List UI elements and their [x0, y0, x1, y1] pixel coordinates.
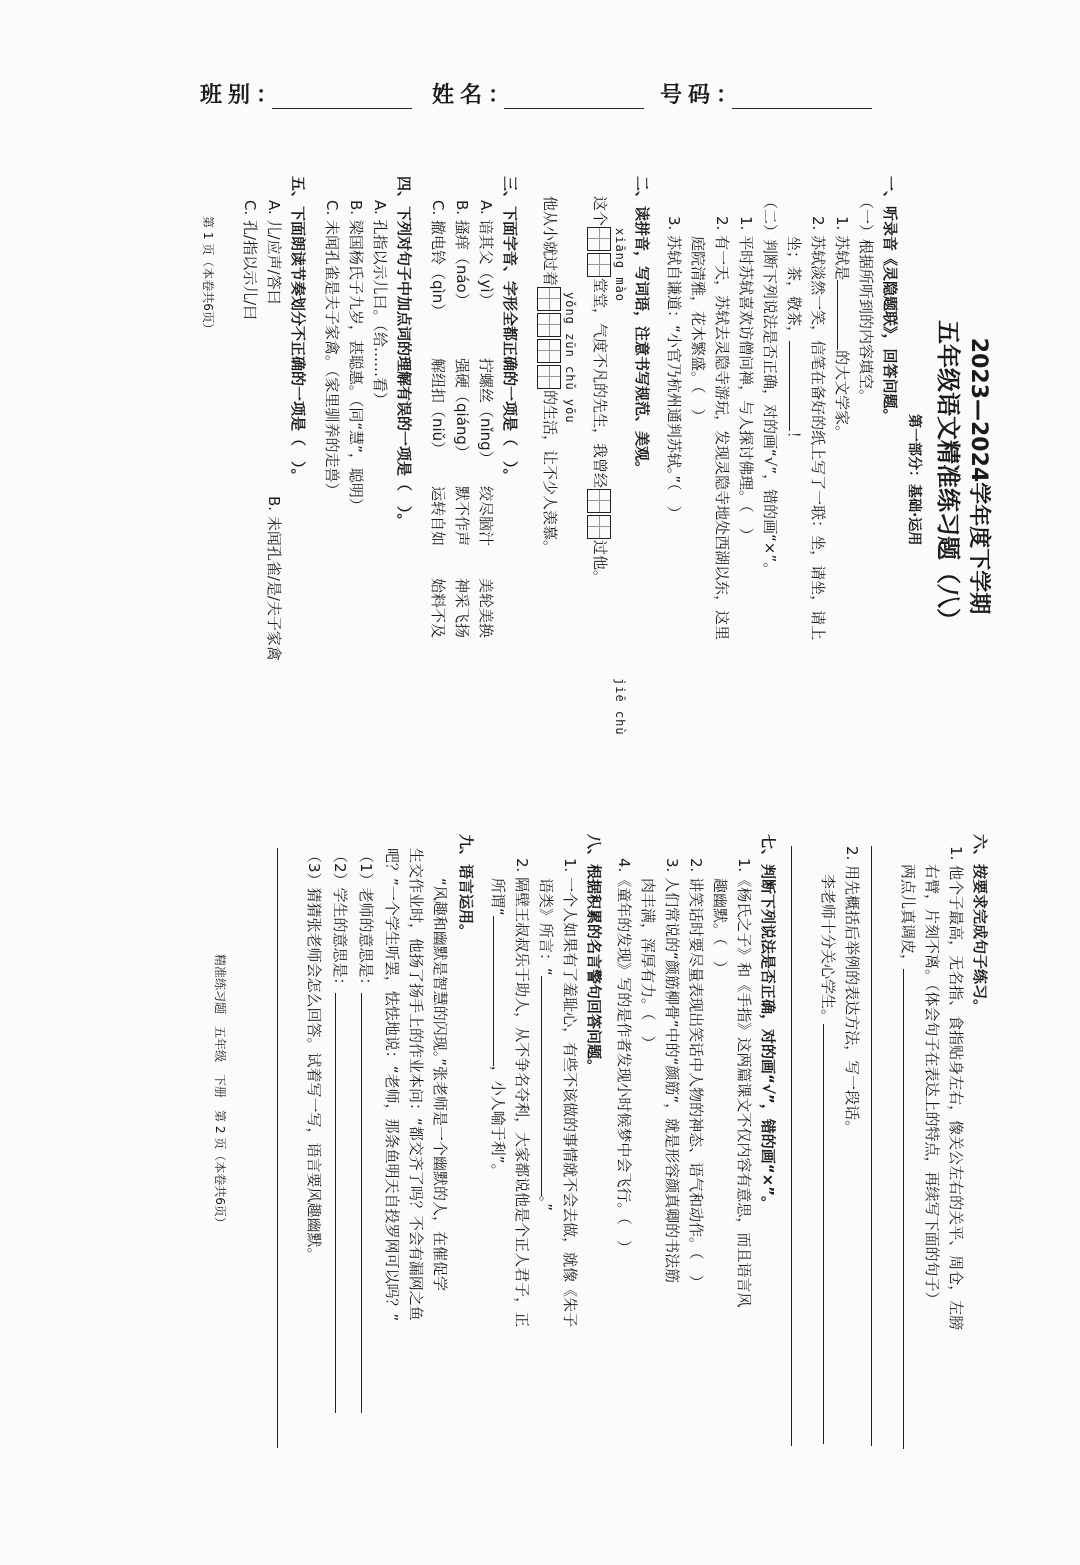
s1-judge-2-cont: 庭院清雅，花木繁盛。（ ） [689, 236, 707, 424]
tianzige-box[interactable] [588, 489, 612, 513]
tianzige-box[interactable] [538, 313, 562, 337]
tianzige-box[interactable] [588, 253, 612, 277]
s8-q2-answer [488, 878, 508, 1179]
s9-q2-prompt: （2）学生的意思是： [331, 848, 349, 993]
s8-q1-prompt: 语类》所言：“ [537, 878, 555, 976]
s3-c-3: 运转自如 [429, 486, 447, 547]
s1-question-2-cont [784, 236, 804, 446]
tianzige-box[interactable] [538, 287, 562, 311]
s8-q2-prompt: 所谓“ [489, 878, 507, 916]
s5-option-a: A. 儿/应声/答曰 [265, 200, 283, 305]
s1-question-1 [832, 216, 852, 440]
s1-q2-text: 坐；茶，敬茶， [785, 236, 803, 342]
answer-line[interactable] [791, 846, 792, 1446]
exam-page-2 [60, 834, 990, 1454]
s1-judge-2: 2. 有一天，苏轼去灵隐寺游玩，发现灵隐寺地处西湖以东，这里 [713, 216, 731, 641]
s6-q1-answer [898, 864, 918, 1449]
s3-b-1: B. 搔痒（náo） [453, 200, 471, 308]
section-7-heading: 七、判断下列说法是否正确，对的画“√”，错的画“×”。 [759, 834, 777, 1212]
s2-s1-text-c: 过他。 [591, 540, 609, 586]
s4-option-c: C. 未闻孔雀是夫子家禽。（家里驯养的走兽） [323, 200, 341, 498]
s1-q2-blank[interactable] [789, 341, 790, 431]
class-input-line[interactable] [272, 108, 412, 109]
s8-q2-blank[interactable] [493, 916, 494, 1066]
s6-q1-prompt: 两点儿真调皮， [899, 864, 917, 970]
section-6-heading: 六、按要求完成句子练习。 [971, 834, 989, 1015]
number-input-line[interactable] [732, 108, 872, 109]
s8-q2-end: ，小人喻于利”。 [489, 1065, 507, 1179]
s4-option-a: A. 孔指以示儿曰。（给……看） [371, 200, 389, 408]
page-2-footer: 精准练习题 五年级 下册 第 2 页（本卷共6页） [213, 954, 227, 1229]
s3-a-2: 拧螺丝（nǐng） [477, 358, 495, 466]
s1-judge-3: 3. 苏轼自谦道：“小官乃杭州通判苏轼。”（ ） [665, 216, 683, 521]
s9-question-1 [356, 848, 376, 1413]
s7-judge-1: 1.《杨氏之子》和《手指》这两篇课文不仅内容有意思，而且语言风 [735, 858, 753, 1308]
s1-q1-text-end: 的大文学家。 [833, 350, 851, 441]
exam-page-1 [58, 176, 991, 776]
tianzige-box[interactable] [588, 227, 612, 251]
s1-q2-end: ！ [785, 431, 803, 447]
number-label: 号码： [660, 83, 745, 108]
s9-passage-line-3: 吧？”一个学生听罢，怯怯地说：“老师，那条鱼明天自投罗网可以吗？” [383, 848, 401, 1322]
s9-question-2 [330, 848, 350, 1413]
section-1-heading: 一、听录音《灵隐题联》，回答问题。 [881, 176, 899, 424]
s7-judge-3: 3. 人们常说的“颜筋柳骨”中的“颜筋”，就是形容颜真卿的书法筋 [663, 858, 681, 1284]
s8-q1-blank[interactable] [541, 976, 542, 1196]
section-8-heading: 八、根据积累的名言警句回答问题。 [585, 834, 603, 1075]
s3-c-4: 始料不及 [429, 578, 447, 639]
section-4-heading: 四、下列对句子中加点词的理解有误的一项是（ ）。 [395, 176, 413, 529]
s3-c-2: 解纽扣（niǔ） [429, 358, 447, 457]
s7-judge-1-cont: 趣幽默。（ ） [711, 878, 729, 976]
s2-s2-text-a: 他从小就过着 [541, 196, 559, 287]
page-1-footer: 第 1 页（本卷共6页） [201, 216, 215, 335]
s3-option-b [452, 200, 472, 638]
s6-q1-blank[interactable] [903, 969, 904, 1449]
name-input-line[interactable] [504, 108, 644, 109]
answer-line[interactable] [277, 848, 278, 1448]
exam-title: 五年级语文精准练习题（八） [934, 320, 962, 632]
s6-q2-blank[interactable] [823, 1024, 824, 1444]
s2-s2-text-b: 的生活，让不少人羡慕。 [541, 390, 559, 556]
name-label: 姓名： [432, 83, 517, 108]
section-1-part-1: （一）根据所听到的内容填空。 [857, 194, 875, 405]
s8-question-1: 1. 一个人如果有了羞耻心，有些不该做的事情就不会去做，就像《朱子 [561, 858, 579, 1328]
s8-q1-end: 。” [537, 1195, 555, 1212]
pinyin-xiangmao: xiāng mào [613, 228, 627, 303]
pinyin-jiechu: jiē chù [613, 678, 627, 736]
s6-q2-prompt: 李老师十分关心学生。 [819, 874, 837, 1025]
s3-c-1: C. 撤电铃（qìn） [429, 200, 447, 319]
name-field [432, 78, 516, 109]
s6-question-1-cont: 右臂，片刻不离。（体会句子在表达上的特点，再续写下面的句子） [923, 864, 941, 1307]
s9-q2-blank[interactable] [335, 993, 336, 1413]
section-5-heading: 五、下面朗读节奏划分不正确的一项是（ ）。 [289, 176, 307, 484]
s5-option-b: B. 未闻孔雀/是/夫子家禽 [265, 496, 283, 661]
pinyin-yongzunchuyou: yǒng zūn chǔ yōu [563, 292, 577, 424]
s2-sentence-1 [586, 196, 614, 585]
s3-option-c [428, 200, 448, 638]
s6-question-2: 2. 用先概括后举例的表达方法，写一段话。 [843, 846, 861, 1136]
s4-option-b: B. 梁国杨氏子九岁，甚聪惠。（同“慧”，聪明） [347, 200, 365, 513]
s9-question-3: （3）猜猜张老师会怎么回答。试着写一写，语言要风趣幽默。 [305, 848, 323, 1263]
section-3-heading: 三、下面字音、字形全都正确的一项是（ ）。 [501, 176, 519, 484]
s9-q1-blank[interactable] [361, 993, 362, 1413]
s1-q1-text: 1. 苏轼是 [833, 216, 851, 281]
s5-option-c: C. 孔/指以示儿/曰 [241, 200, 259, 321]
s1-judge-1: 1. 平时苏轼喜欢访僧问禅，与人探讨佛理。（ ） [737, 216, 755, 543]
class-label: 班别： [200, 83, 285, 108]
s7-judge-3-cont: 肉丰满，浑厚有力。（ ） [639, 878, 657, 1051]
s1-question-2: 2. 苏轼淡然一笑，信笔在备好的纸上写了一联：坐，请坐，请上 [809, 216, 827, 641]
s7-judge-2: 2. 讲笑话时要尽量表现出笑话中人物的神态、语气和动作。（ ） [687, 858, 705, 1290]
s3-b-3: 默不作声 [453, 486, 471, 547]
tianzige-box[interactable] [538, 365, 562, 389]
s3-a-3: 绞尽脑汁 [477, 486, 495, 547]
s1-q1-blank[interactable] [837, 280, 838, 350]
s8-q1-answer [536, 878, 556, 1211]
section-1-part-2: （二）判断下列说法是否正确，对的画“√”，错的画“×”。 [761, 194, 779, 578]
s9-passage-line-2: 生交作业时，他扬了扬手上的作业本问：“都交齐了吗？不会有漏网之鱼 [407, 848, 425, 1321]
s8-question-2: 2. 隔壁王叔叔乐于助人，从不争名夺利，大家都说他是个正人君子，正 [513, 858, 531, 1328]
section-9-heading: 九、语言运用。 [457, 834, 475, 940]
s6-q2-answer [818, 874, 838, 1444]
s3-a-4: 美轮美换 [477, 578, 495, 639]
s3-a-1: A. 谙其父（yì） [477, 200, 495, 308]
s2-s1-text-a: 这个 [591, 196, 609, 227]
answer-line[interactable] [871, 846, 872, 1446]
number-field [660, 78, 744, 109]
student-info-header [200, 78, 900, 118]
exam-year-title: 2023—2024学年度下学期 [966, 337, 991, 615]
s3-option-a [476, 200, 496, 638]
class-field [200, 78, 284, 109]
s6-question-1: 1. 他个子最高，无名指、食指贴身左右，像关公左右的关平、周仓，左膀 [947, 846, 965, 1331]
tianzige-box[interactable] [538, 339, 562, 363]
s3-b-2: 强硬（qiáng） [453, 358, 471, 460]
s7-judge-4: 4.《童年的发现》写的是作者发现小时候梦中会飞行。（ ） [615, 858, 633, 1255]
tianzige-box[interactable] [588, 515, 612, 539]
s2-sentence-2 [536, 196, 564, 555]
s3-b-4: 神采飞扬 [453, 578, 471, 639]
s2-s1-text-b: 堂堂，气度不凡的先生，我曾经 [591, 278, 609, 489]
part-one-label: 第一部分：基础·运用 [906, 414, 922, 546]
s9-passage-line-1: “风趣和幽默是智慧的闪现。”张老师是一个幽默的人，在催促学 [431, 878, 449, 1292]
section-2-heading: 二、读拼音，写词语，注意书写规范、美观。 [633, 176, 651, 477]
s9-q1-prompt: （1）老师的意思是： [357, 848, 375, 993]
